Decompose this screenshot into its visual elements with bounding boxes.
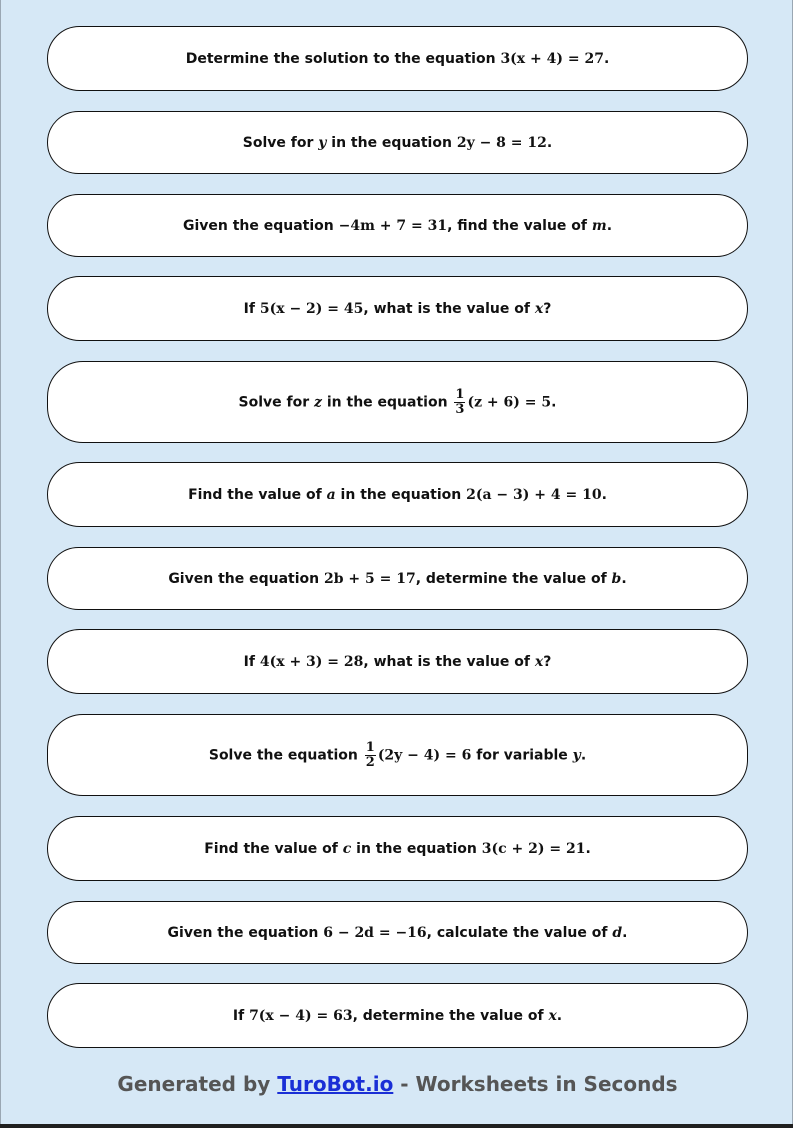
question-card	[47, 111, 748, 174]
turobot-link[interactable]: TuroBot.io	[277, 1072, 394, 1096]
bottom-bar	[0, 1124, 793, 1128]
question-text: Solve for y in the equation 2y − 8 = 12.	[242, 134, 553, 151]
question-text: Given the equation 6 − 2d = −16, calculate the value of d.	[167, 924, 628, 941]
question-text: If 7(x − 4) = 63, determine the value of x.	[232, 1007, 563, 1024]
question-card	[47, 816, 748, 881]
question-card	[47, 983, 748, 1048]
question-text: Given the equation −4m + 7 = 31, find the value of m.	[182, 217, 613, 234]
question-card	[47, 276, 748, 341]
question-text: Find the value of a in the equation 2(a − 3) + 4 = 10.	[188, 486, 607, 503]
question-text: Determine the solution to the equation 3(x + 4) = 27.	[185, 50, 610, 67]
question-text: If 4(x + 3) = 28, what is the value of x?	[243, 653, 552, 670]
question-text: Solve for z in the equation $\frac{1}{3}$ (z + 6) = 5.	[238, 386, 557, 417]
question-text: Solve the equation $\frac{1}{2}$ (2y − 4) = 6 for variable y.	[208, 739, 587, 770]
question-text: If 5(x − 2) = 45, what is the value of x?	[243, 300, 552, 317]
question-card	[47, 547, 748, 610]
footer	[1, 1072, 793, 1096]
question-card	[47, 714, 748, 796]
question-card	[47, 26, 748, 91]
fraction: $\frac{1}{3}$	[455, 386, 465, 417]
question-text: Given the equation 2b + 5 = 17, determine the value of b.	[168, 570, 627, 587]
question-card	[47, 901, 748, 964]
footer-suffix: - Worksheets in Seconds	[393, 1072, 678, 1096]
fraction: $\frac{1}{2}$	[365, 739, 375, 770]
question-card	[47, 194, 748, 257]
question-card	[47, 462, 748, 527]
question-text: Find the value of c in the equation 3(c + 2) = 21.	[204, 840, 591, 857]
question-card	[47, 629, 748, 694]
question-card	[47, 361, 748, 443]
footer-prefix: Generated by	[117, 1072, 278, 1096]
